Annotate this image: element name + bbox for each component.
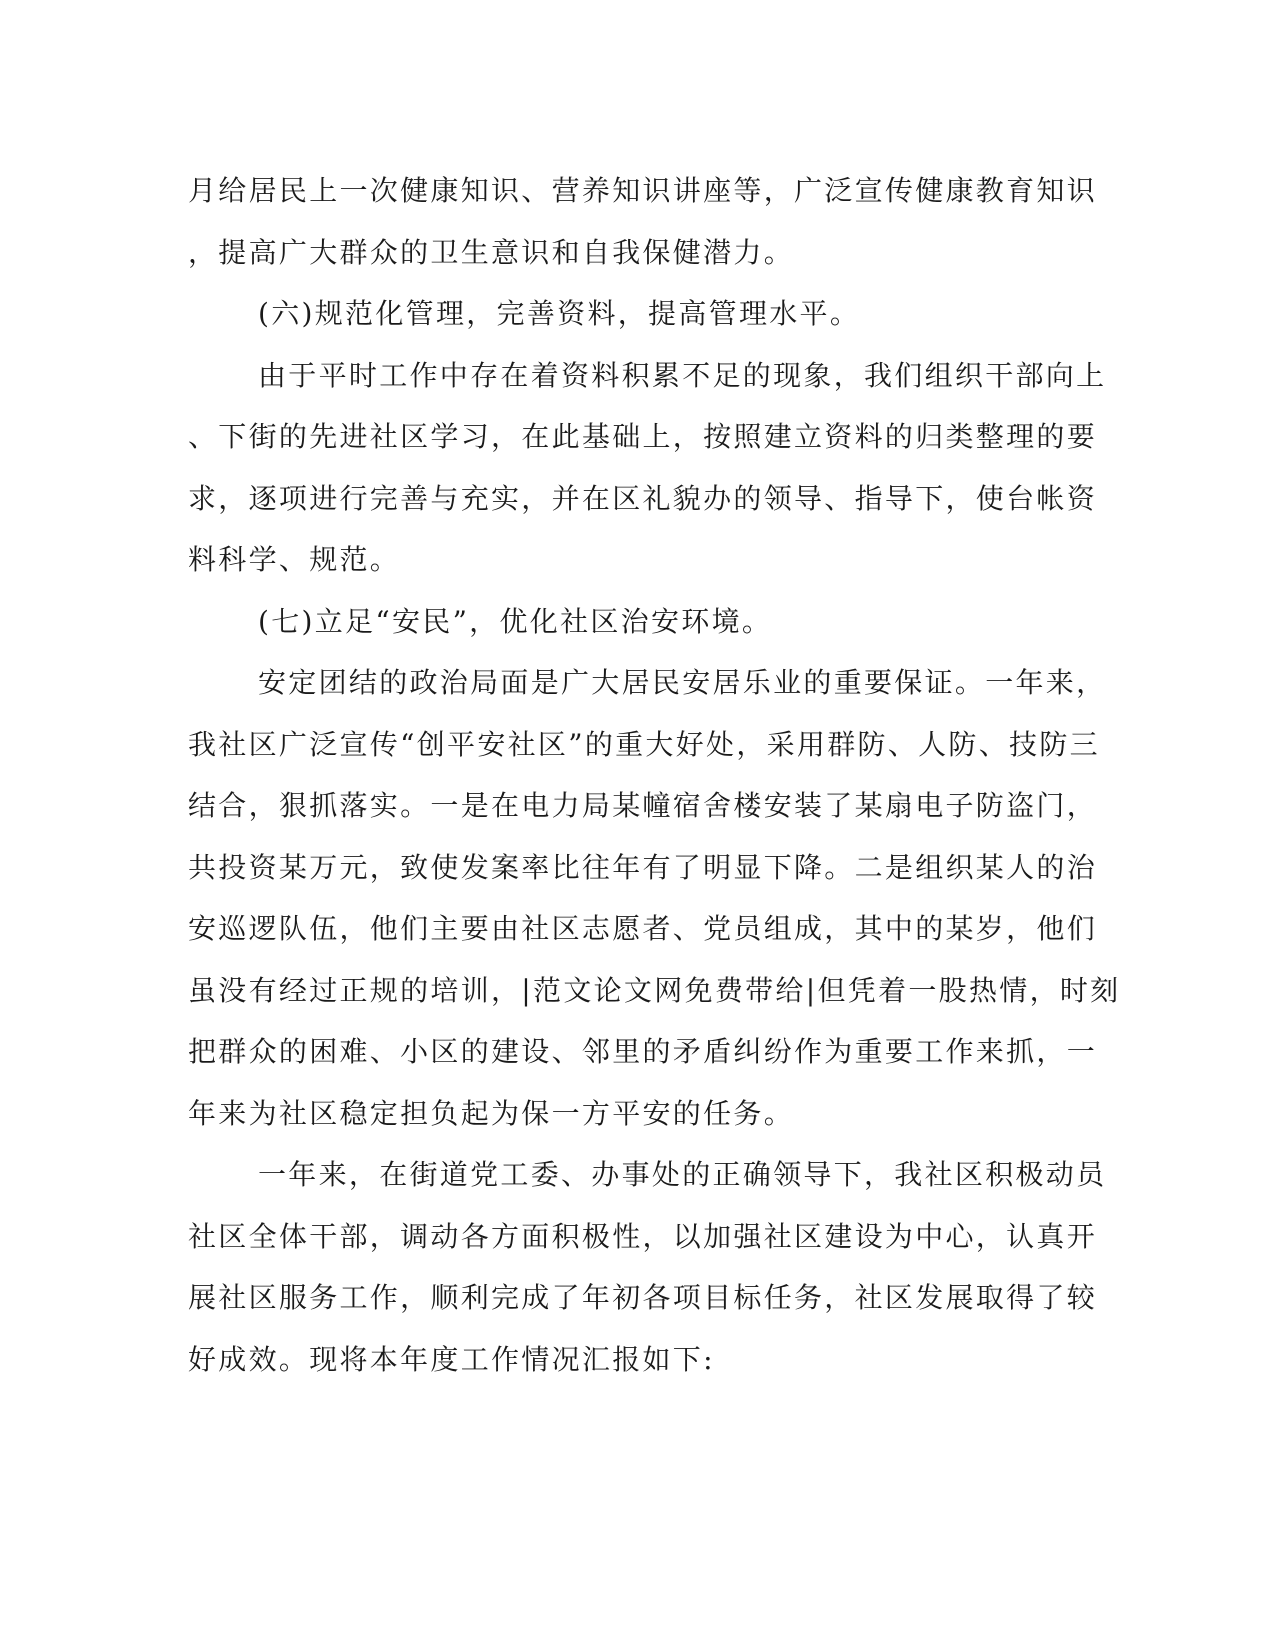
text-line: 我社区广泛宣传“创平安社区”的重大好处，采用群防、人防、技防三 bbox=[188, 727, 1100, 761]
text-line: 虽没有经过正规的培训，|范文论文网免费带给|但凭着一股热情，时刻 bbox=[188, 973, 1121, 1007]
text-line: 月给居民上一次健康知识、营养知识讲座等，广泛宣传健康教育知识 bbox=[188, 174, 1098, 207]
text-line: 把群众的困难、小区的建设、邻里的矛盾纠纷作为重要工作来抓，一 bbox=[188, 1035, 1098, 1068]
text-line: 年来为社区稳定担负起为保一方平安的任务。 bbox=[188, 1096, 795, 1130]
text-line: ，提高广大群众的卫生意识和自我保健潜力。 bbox=[188, 235, 795, 269]
text-line: 好成效。现将本年度工作情况汇报如下: bbox=[188, 1342, 715, 1376]
text-line: 共投资某万元，致使发案率比往年有了明显下降。二是组织某人的治 bbox=[188, 850, 1098, 884]
text-line: 料科学、规范。 bbox=[188, 543, 401, 576]
section-heading: (六)规范化管理，完善资料，提高管理水平。 bbox=[258, 297, 861, 330]
text-line: 展社区服务工作，顺利完成了年初各项目标任务，社区发展取得了较 bbox=[188, 1281, 1098, 1314]
section-heading: (七)立足“安民”，优化社区治安环境。 bbox=[258, 604, 773, 638]
text-line: 求，逐项进行完善与充实，并在区礼貌办的领导、指导下，使台帐资 bbox=[188, 481, 1098, 515]
text-line: 社区全体干部，调动各方面积极性，以加强社区建设为中心，认真开 bbox=[188, 1219, 1098, 1253]
text-line: 、下街的先进社区学习，在此基础上，按照建立资料的归类整理的要 bbox=[188, 420, 1098, 453]
text-line: 结合，狠抓落实。一是在电力局某幢宿舍楼安装了某扇电子防盗门， bbox=[188, 789, 1098, 822]
text-line: 安巡逻队伍，他们主要由社区志愿者、党员组成，其中的某岁，他们 bbox=[188, 912, 1098, 945]
paragraph-start: 一年来，在街道党工委、办事处的正确领导下，我社区积极动员 bbox=[258, 1158, 1107, 1191]
paragraph-start: 安定团结的政治局面是广大居民安居乐业的重要保证。一年来， bbox=[258, 666, 1107, 699]
document-body bbox=[188, 160, 1121, 1390]
paragraph-start: 由于平时工作中存在着资料积累不足的现象，我们组织干部向上 bbox=[258, 358, 1107, 392]
